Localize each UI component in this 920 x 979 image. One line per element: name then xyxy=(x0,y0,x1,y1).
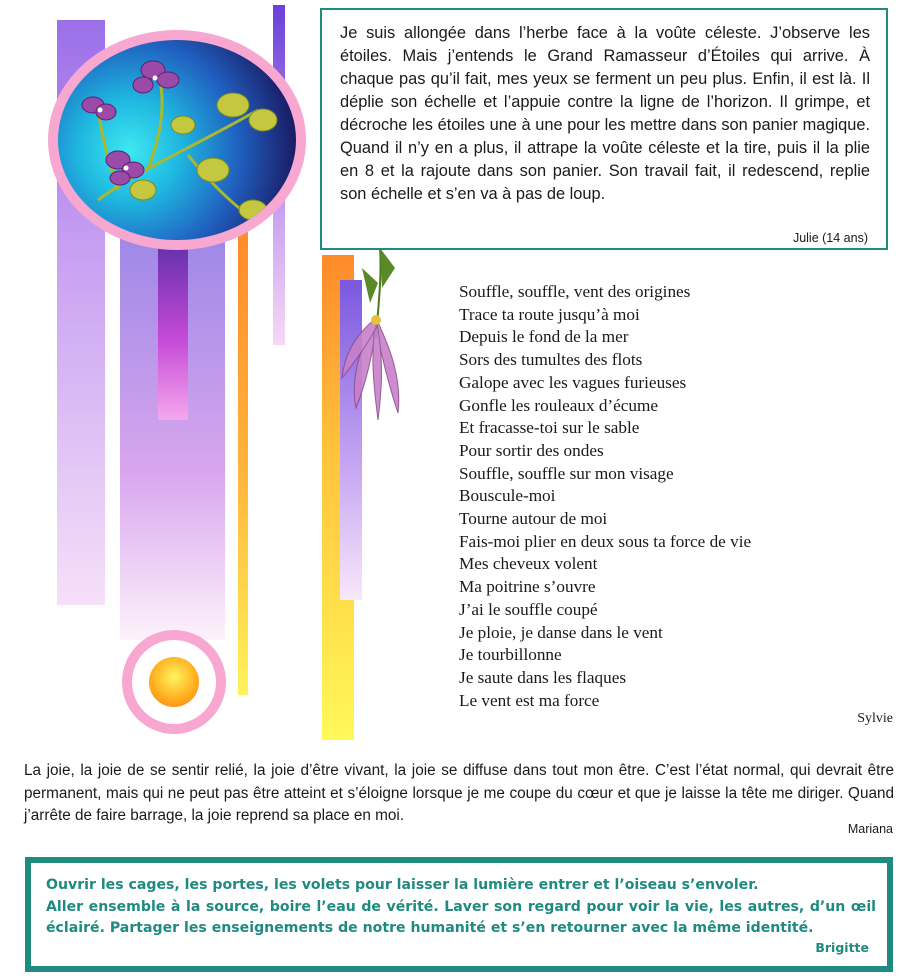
poem-line: Bouscule-moi xyxy=(459,486,556,506)
poem-line: Ma poitrine s’ouvre xyxy=(459,577,596,597)
poem-line: Tourne autour de moi xyxy=(459,509,608,529)
poem-line: Depuis le fond de la mer xyxy=(459,327,629,347)
decor-bar-purple xyxy=(158,220,188,420)
violet-flower-icon xyxy=(58,40,296,240)
julie-paragraph: Je suis allongée dans l’herbe face à la voûte céleste. J’observe les étoiles. Mais j’entends le Grand Ramasseur d’Étoiles qui arrive. À chaque pas qu’il fait, mes yeux se ferment un peu plus. Enfin, il est là. Il déplie son échelle et l’appuie contre la ligne de l’horizon. Il grimpe, et décroche les étoiles une à une pour les mettre dans son panier magique. Quand il n’y en a plus, il attrape la voûte céleste et la tire, puis il la plie en 8 et la rajoute dans son panier. Son travail fait, il redescend, replie son échelle et s’en va à pas de loup. xyxy=(340,24,870,203)
sylvie-author: Sylvie xyxy=(857,711,893,726)
brigitte-paragraph xyxy=(46,875,876,940)
lily-flower-icon xyxy=(340,248,410,423)
mariana-paragraph: La joie, la joie de se sentir relié, la joie d’être vivant, la joie se diffuse dans tout mon être. C’est l’état normal, qui devrait être permanent, mais qui ne peut pas être atteint et s’éloigne lorsque je me coupe du cœur et que je laisse la tête me diriger. Quand j’arrête de faire barrage, la joie reprend sa place en moi. xyxy=(24,762,894,824)
brigitte-line-1: Ouvrir les cages, les portes, les volets pour laisser la lumière entrer et l’oiseau s’envoler. xyxy=(46,877,759,893)
sun-ring-illustration xyxy=(122,630,226,734)
poem-line: Gonfle les rouleaux d’écume xyxy=(459,395,659,415)
mariana-author: Mariana xyxy=(847,822,893,836)
poem-line: Fais-moi plier en deux sous ta force de vie xyxy=(459,531,752,551)
poem-line: Souffle, souffle, vent des origines xyxy=(459,282,691,301)
poem-line: J’ai le souffle coupé xyxy=(459,599,598,619)
brigitte-text-box xyxy=(25,857,893,972)
brigitte-line-2: Aller ensemble à la source, boire l’eau de vérité. Laver son regard pour voir la vie, les autres, d’un œil éclairé. Partager les enseignements de notre humanité et s’en retourner avec la même identité. xyxy=(46,898,876,936)
sylvie-poem xyxy=(459,281,751,712)
sun-icon xyxy=(149,657,199,707)
poem-line: Galope avec les vagues furieuses xyxy=(459,372,687,392)
poem-line: Je tourbillonne xyxy=(459,645,562,665)
flower-oval-illustration xyxy=(48,30,306,250)
poem-line: Mes cheveux volent xyxy=(459,554,598,574)
poem-line: Sors des tumultes des flots xyxy=(459,350,643,370)
poem-line: Je saute dans les flaques xyxy=(459,667,627,687)
decor-bar-orange-thin xyxy=(238,230,248,695)
poem-line: Je ploie, je danse dans le vent xyxy=(459,622,663,642)
poem-line: Et fracasse-toi sur le sable xyxy=(459,418,640,438)
brigitte-author: Brigitte xyxy=(815,940,869,955)
poem-line: Trace ta route jusqu’à moi xyxy=(459,304,640,324)
poem-line: Pour sortir des ondes xyxy=(459,440,604,460)
julie-text-box xyxy=(320,8,888,250)
poem-line: Souffle, souffle sur mon visage xyxy=(459,463,674,483)
poem-line: Le vent est ma force xyxy=(459,690,600,710)
julie-author: Julie (14 ans) xyxy=(792,231,868,245)
